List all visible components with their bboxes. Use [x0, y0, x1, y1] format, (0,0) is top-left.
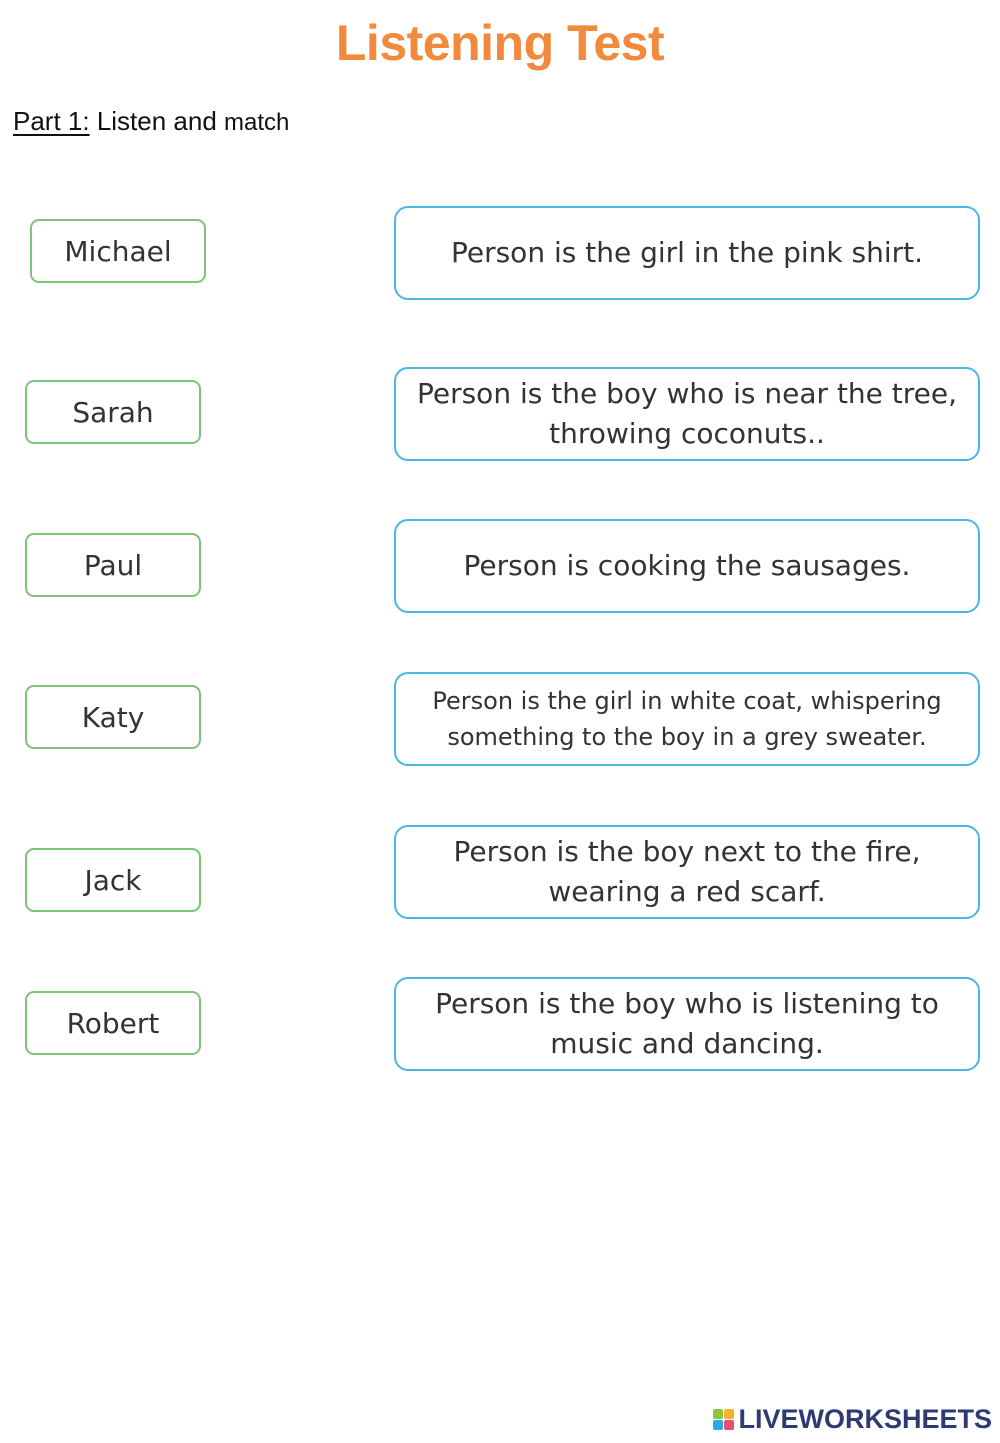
name-box-jack[interactable]: Jack [25, 848, 201, 912]
name-box-robert[interactable]: Robert [25, 991, 201, 1055]
brand-name: LIVEWORKSHEETS [738, 1404, 992, 1434]
instruction-end: match [224, 109, 290, 136]
logo-blocks-icon [713, 1409, 734, 1430]
name-box-michael[interactable]: Michael [30, 219, 206, 283]
liveworksheets-logo [713, 1404, 992, 1435]
description-box-6[interactable]: Person is the boy who is listening to music and dancing. [394, 977, 980, 1071]
instruction-text: Listen and [89, 106, 225, 136]
name-box-sarah[interactable]: Sarah [25, 380, 201, 444]
description-box-3[interactable]: Person is cooking the sausages. [394, 519, 980, 613]
part-label: Part 1: [13, 106, 90, 136]
name-box-katy[interactable]: Katy [25, 685, 201, 749]
page-title: Listening Test [335, 15, 665, 71]
description-box-2[interactable]: Person is the boy who is near the tree, throwing coconuts.. [394, 367, 980, 461]
description-box-4[interactable]: Person is the girl in white coat, whispering something to the boy in a grey sweater. [394, 672, 980, 766]
description-box-5[interactable]: Person is the boy next to the fire, wearing a red scarf. [394, 825, 980, 919]
section-heading [13, 106, 289, 137]
description-box-1[interactable]: Person is the girl in the pink shirt. [394, 206, 980, 300]
name-box-paul[interactable]: Paul [25, 533, 201, 597]
